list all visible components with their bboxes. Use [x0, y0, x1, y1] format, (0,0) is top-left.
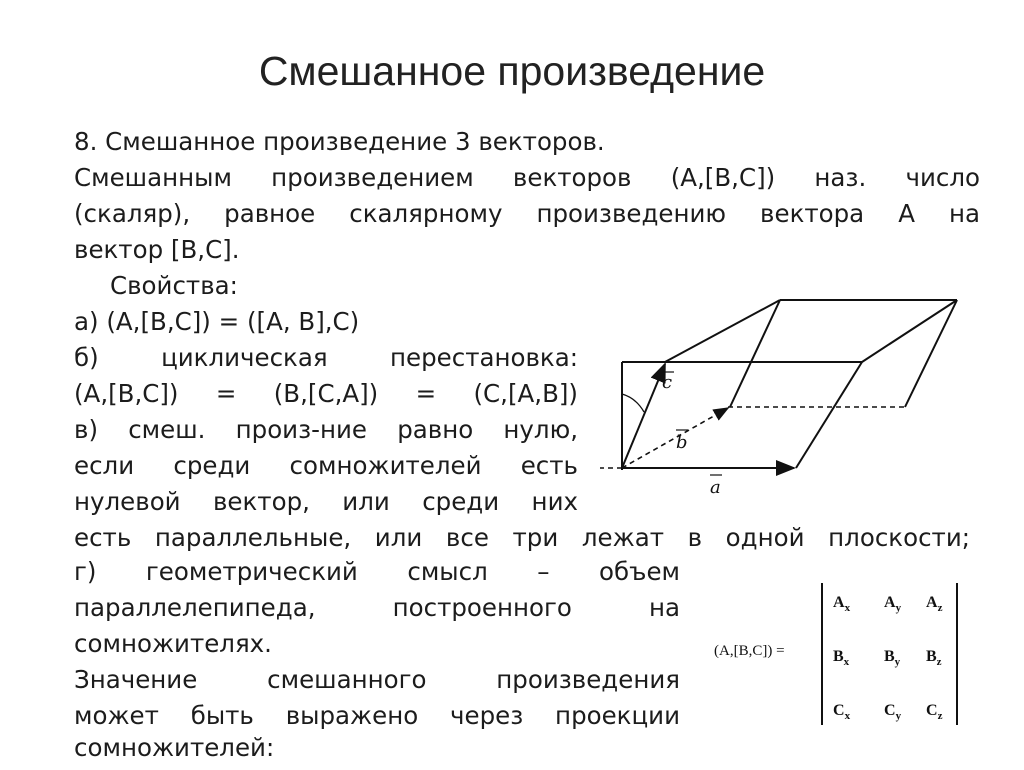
edge [730, 300, 780, 407]
text-line: параллелепипеда, построенного на [74, 593, 680, 622]
label-b: b [676, 432, 688, 453]
edge [796, 362, 862, 468]
text-line: сомножителей: [74, 733, 275, 762]
label-c: c [662, 372, 673, 393]
text-line: сомножителях. [74, 629, 272, 658]
determinant-formula [700, 575, 970, 735]
determinant-lhs: (A,[B,C]) = [714, 643, 785, 659]
svg-text:Cy: $C_y$ [884, 702, 902, 722]
label-a: a [710, 477, 721, 498]
text-line: если среди сомножителей есть [74, 451, 578, 480]
svg-text:Ay: $A_y$ [884, 594, 902, 614]
angle-arc [622, 394, 644, 412]
text-line: в) смеш. произ-ние равно нулю, [74, 415, 578, 444]
text-line: (скаляр), равное скалярному произведению вектора A на [74, 199, 980, 228]
text-line: б) циклическая перестановка: [74, 343, 578, 372]
text-line: может быть выражено через проекции [74, 701, 680, 730]
text-line: г) геометрический смысл – объем [74, 557, 680, 586]
svg-text:Az: $A_z$ [926, 594, 943, 614]
svg-text:Bx: $B_x$ [833, 648, 850, 668]
vector-b-arrow [622, 408, 728, 468]
text-line: Смешанным произведением векторов (A,[B,C]) наз. число [74, 163, 980, 192]
text-line: (A,[B,C]) = (B,[C,A]) = (C,[A,B]) [74, 379, 578, 408]
svg-text:Cz: $C_z$ [926, 702, 943, 722]
text-line: есть параллельные, или все три лежат в одной плоскости; [74, 523, 970, 552]
slide-title: Смешанное произведение [258, 48, 766, 94]
svg-text:Cx: $C_x$ [833, 702, 851, 722]
text-line: нулевой вектор, или среди них [74, 487, 578, 516]
text-line: Свойства: [110, 271, 238, 300]
parallelepiped-diagram [600, 290, 970, 500]
text-line: 8. Смешанное произведение 3 векторов. [74, 127, 605, 156]
svg-text:Bz: $B_z$ [926, 648, 942, 668]
text-line: вектор [B,C]. [74, 235, 240, 264]
edge [665, 300, 780, 362]
svg-text:Ax: $A_x$ [833, 594, 851, 614]
vector-c-arrow [622, 364, 665, 468]
svg-text:By: $B_y$ [884, 648, 901, 668]
text-line: Значение смешанного произведения [74, 665, 680, 694]
text-line: а) (A,[B,C]) = ([A, B],C) [74, 307, 360, 336]
